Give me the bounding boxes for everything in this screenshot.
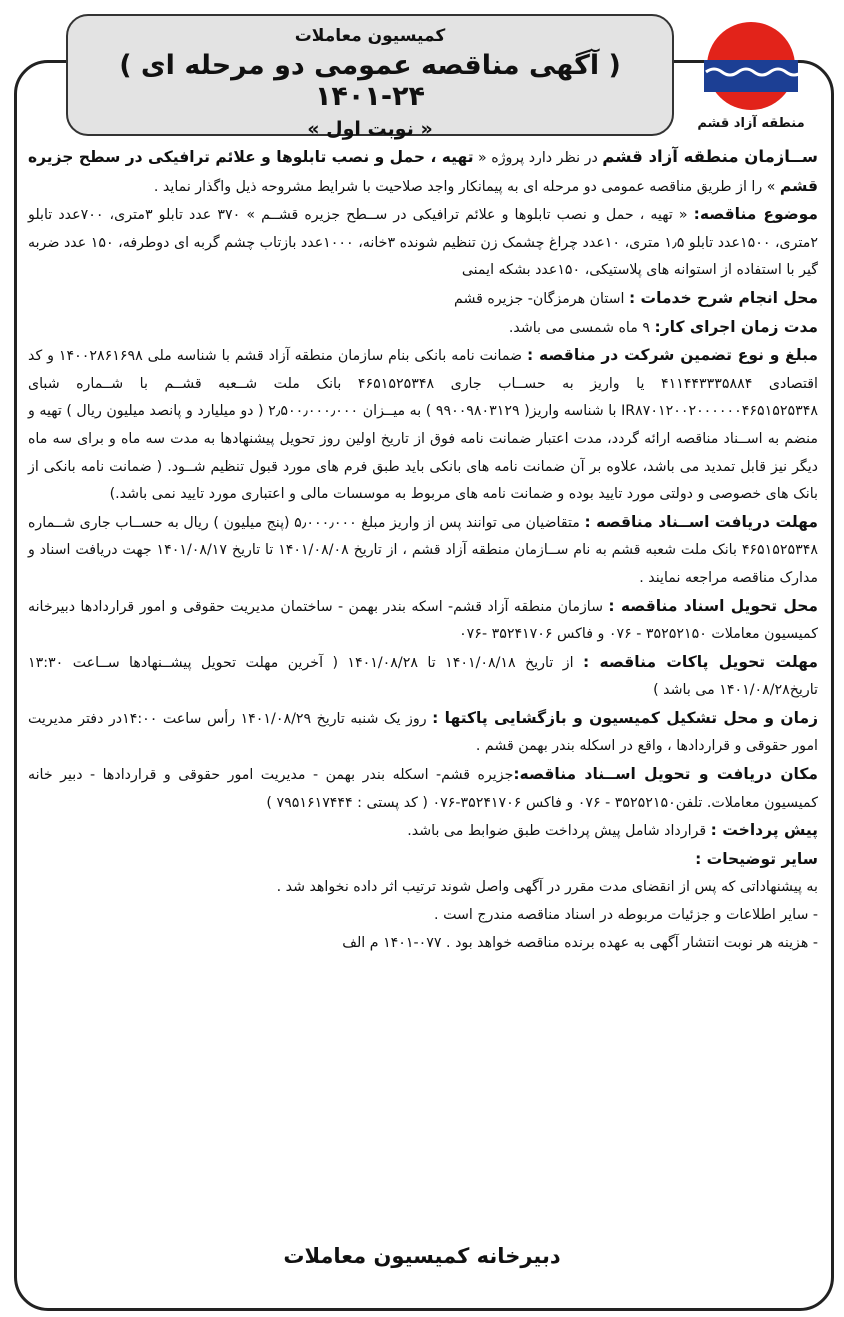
duration-label: مدت زمان اجرای کار:: [654, 317, 818, 336]
receive-delivery-paragraph: [28, 761, 818, 817]
intro-text-1: در نظر دارد پروژه «: [473, 150, 603, 166]
prepayment-label: پیش پرداخت :: [710, 821, 818, 840]
subject-text: « تهیه ، حمل و نصب تابلوها و علائم ترافیکی در ســطح جزیره قشــم » ۳۷۰ عدد تابلو ۳متری، ۷۰۰عدد تابلو ۲متری، ۱۵۰۰عدد تابلو ۱٫۵ متری، ۱۰عدد چراغ چشمک زن تنظیم شونده ۳خانه، ۱۰۰۰عدد بازتاب چشم گربه ای دوطرفه، ۱۵۰ عدد ضربه گیر با استفاده از استوانه های پلاستیکی، ۱۵۰عدد بشکه ایمنی: [28, 207, 818, 279]
footer-signature: دبیرخانه کمیسیون معاملات: [283, 1244, 561, 1268]
opening-paragraph: [28, 705, 818, 761]
notice-round: « نوبت اول »: [307, 118, 433, 140]
logo-label: منطقه آزاد قشم: [697, 116, 805, 131]
subject-paragraph: [28, 201, 818, 285]
project-name: تهیه ، حمل و نصب تابلوها و علائم ترافیکی در سطح جزیره قشم: [28, 148, 818, 195]
intro-paragraph: [28, 143, 818, 201]
location-label: محل انجام شرح خدمات :: [628, 288, 818, 307]
location-paragraph: [28, 285, 818, 314]
prepayment-paragraph: [28, 817, 818, 846]
receive-delivery-label: مکان دریافت و تحویل اســناد مناقصه:: [513, 765, 818, 784]
duration-paragraph: [28, 314, 818, 343]
duration-text: ۹ ماه شمسی می باشد.: [508, 319, 655, 336]
envelopes-deadline-label: مهلت تحویل پاکات مناقصه :: [582, 652, 818, 671]
header-commission: کمیسیون معاملات: [294, 26, 446, 46]
other-label: سایر توضیحات :: [695, 849, 818, 868]
prepayment-text: قرارداد شامل پیش پرداخت طبق ضوابط می باشد.: [407, 823, 711, 840]
docs-delivery-paragraph: [28, 593, 818, 649]
other-item: - هزینه هر نوبت انتشار آگهی به عهده برنده مناقصه خواهد بود . ۰۷۷-۱۴۰۱ م الف: [342, 934, 818, 951]
guarantee-text: ضمانت نامه بانکی بنام سازمان منطقه آزاد قشم با شناسه ملی ۱۴۰۰۲۸۶۱۶۹۸ و کد اقتصادی ۴۱۱۴۴۳۳۳۵۸۸۴ یا واریز به حســاب جاری ۴۶۵۱۵۲۵۳۴۸ بانک ملت شــعبه قشــم با شــماره شبای IR۸۷۰۱۲۰۰۲۰۰۰۰۰۰۴۶۵۱۵۲۵۳۴۸ با شناسه واریز( ۹۹۰۰۹۸۰۳۱۲۹ ) به میــزان ۲٫۵۰۰٫۰۰۰٫۰۰۰ ( دو میلیارد و پانصد میلیون ریال ) تهیه و منضم به اســناد مناقصه ارائه گردد، مدت اعتبار ضمانت نامه فوق از تاریخ اولین روز تحویل پیشنهادها به مدت سه ماه و برای سه ماه دیگر نیز قابل تمدید می باشد، علاوه بر آن ضمانت نامه های بانکی باید طبق فرم های مورد قبول تنظیم شــود. ( ضمانت نامه بانکی از بانک های خصوصی و دولتی مورد تایید بوده و ضمانت نامه های مربوط به موسسات مالی و اعتباری مورد تایید نمی باشد.): [28, 348, 818, 503]
qeshm-free-zone-logo: [676, 14, 826, 136]
location-text: استان هرمزگان- جزیره قشم: [454, 290, 629, 307]
subject-label: موضوع مناقصه:: [693, 205, 818, 224]
other-item: به پیشنهاداتی که پس از انقضای مدت مقرر در آگهی واصل شوند ترتیب اثر داده نخواهد شد .: [276, 879, 818, 896]
opening-label: زمان و محل تشکیل کمیسیون و بازگشایی پاکتها :: [432, 708, 819, 727]
header-box: [66, 14, 674, 140]
opening-text: روز یک شنبه تاریخ ۱۴۰۱/۰۸/۲۹ رأس ساعت ۱۴:۰۰در دفتر مدیریت امور حقوقی و قراردادها ، واقع در اسکله بندر بهمن قشم .: [28, 710, 818, 755]
docs-delivery-text: سازمان منطقه آزاد قشم- اسکه بندر بهمن - ساختمان مدیریت حقوقی و امور قراردادها دبیرخانه کمیسیون معاملات ۳۵۲۵۲۱۵۰ - ۰۷۶ و فاکس ۳۵۲۴۱۷۰۶ -۰۷۶: [28, 598, 818, 643]
notice-body: [28, 143, 818, 957]
org-name: ســازمان منطقه آزاد قشم: [602, 147, 818, 166]
docs-delivery-label: محل تحویل اسناد مناقصه :: [608, 596, 818, 615]
docs-receive-label: مهلت دریافت اســناد مناقصه :: [584, 512, 819, 531]
docs-receive-paragraph: [28, 509, 818, 593]
notice-title: ( آگهی مناقصه عمومی دو مرحله ای ) ۲۴-۱۴۰۱: [119, 50, 621, 112]
docs-receive-text: متقاضیان می توانند پس از واریز مبلغ ۵٫۰۰۰٫۰۰۰ (پنج میلیون ) ریال به حســاب جاری شــماره ۴۶۵۱۵۲۵۳۴۸ بانک ملت شعبه قشم به نام ســازمان منطقه آزاد قشم ، از تاریخ ۱۴۰۱/۰۸/۰۸ تا تاریخ ۱۴۰۱/۰۸/۱۷ جهت دریافت اسناد و مدارک مناقصه مراجعه نمایند .: [28, 514, 819, 586]
guarantee-paragraph: [28, 342, 818, 509]
guarantee-label: مبلغ و نوع تضمین شرکت در مناقصه :: [527, 346, 818, 365]
envelopes-deadline-text: از تاریخ ۱۴۰۱/۰۸/۱۸ تا ۱۴۰۱/۰۸/۲۸ ( آخرین مهلت تحویل پیشــنهادها ســاعت ۱۳:۳۰ تاریخ۱۴۰۱/۰۸/۲۸ می باشد ): [28, 654, 818, 699]
receive-delivery-text: جزیره قشم- اسکله بندر بهمن - مدیریت امور حقوقی و قراردادها - دبیر خانه کمیسیون معاملات. تلفن۳۵۲۵۲۱۵۰ - ۰۷۶ و فاکس ۳۵۲۴۱۷۰۶-۰۷۶ ( کد پستی : ۷۹۵۱۶۱۷۴۴۴ ): [28, 767, 818, 811]
envelopes-deadline-paragraph: [28, 649, 818, 705]
intro-text-2: » را از طریق مناقصه عمومی دو مرحله ای به پیمانکار واجد صلاحیت با شرایط مشروحه ذیل واگذار نماید .: [153, 178, 780, 195]
other-item: - سایر اطلاعات و جزئیات مربوطه در اسناد مناقصه مندرج است .: [434, 907, 818, 924]
